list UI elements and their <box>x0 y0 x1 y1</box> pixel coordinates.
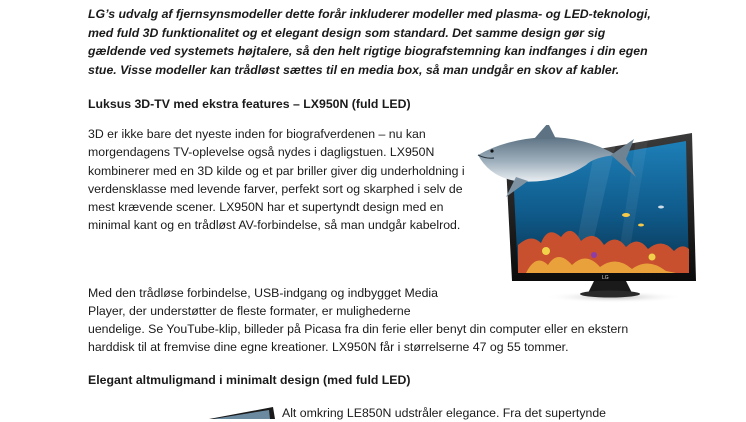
intro-paragraph: LG’s udvalg af fjernsynsmodeller dette forår inkluderer modeller med plasma- og LED-teknologi, med fuld 3D funktionalitet og et elegant design som standard. Det samme design gør sig gældende ved systemets højtalere, så den helt rigtige biografstemning kan indfanges i din egen stue. Visse modeller kan trådløst sættes til en media box, så man undgår en skov af kabler. <box>88 7 651 77</box>
lx950n-paragraph-2-end: uendelige. Se YouTube-klip, billeder på Picasa fra din ferie eller benyt din computer eller en ekstern harddisk til at fremvise dine egne kreationer. LX950N får i størrelserne 47 og 55 tommer. <box>88 322 629 355</box>
le850n-paragraph-start: Alt omkring LE850N udstråler elegance. Fra det supertynde <box>282 406 606 420</box>
tv-le850n-image <box>205 403 275 419</box>
section-heading-le850n: Elegant altmuligmand i minimalt design (med fuld LED) <box>88 373 411 387</box>
tv-shark-image <box>476 125 698 305</box>
section-heading-lx950n: Luksus 3D-TV med ekstra features – LX950N (fuld LED) <box>88 97 411 111</box>
lx950n-paragraph-2-start: Med den trådløse forbindelse, USB-indgang og indbygget Media Player, der understøtter de fleste formater, er mulighederne <box>88 286 438 319</box>
tv-brand-label: LG <box>602 275 609 281</box>
lx950n-paragraph-1: 3D er ikke bare det nyeste inden for biografverdenen – nu kan morgendagens TV-oplevelse også nydes i dagligstuen. LX950N kombinerer med en 3D kilde og et par briller giver dig underholdning i verdensklasse med levende farver, perfekt sort og skarphed i selv de mest krævende scener. LX950N har et supertyndt design med en minimal kant og en trådløst AV-forbindelse, så man undgår kabelrod. <box>88 127 465 233</box>
